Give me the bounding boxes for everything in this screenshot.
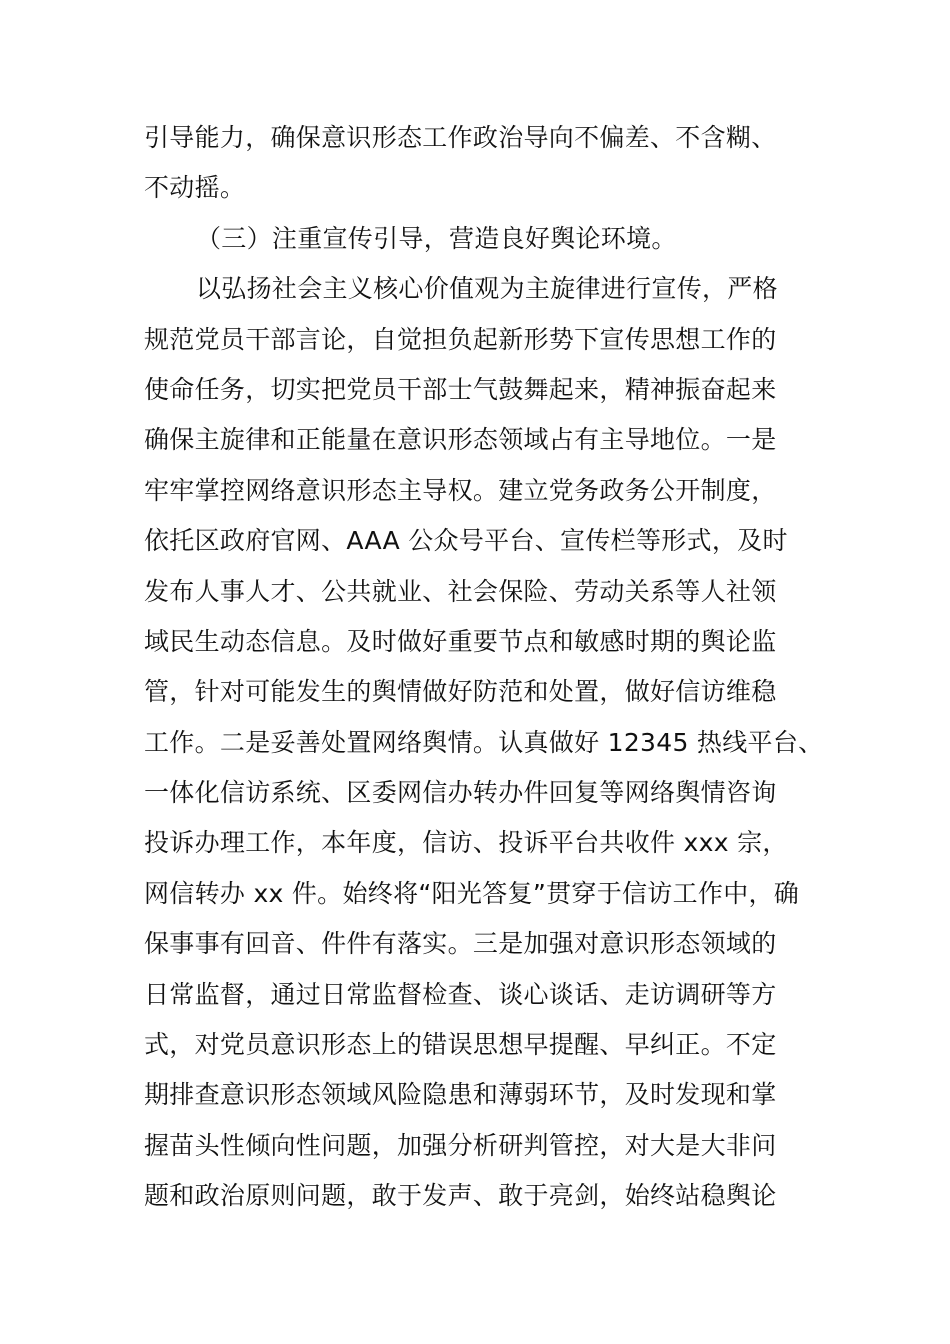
text-line: 域民生动态信息。及时做好重要节点和敏感时期的舆论监: [144, 626, 777, 656]
text-line: 牢牢掌控网络意识形态主导权。建立党务政务公开制度，: [144, 475, 777, 505]
text-line: 确保主旋律和正能量在意识形态领域占有主导地位。一是: [144, 425, 777, 455]
text-line: 依托区政府官网、AAA 公众号平台、宣传栏等形式，及时: [144, 526, 788, 556]
body-text: [144, 113, 824, 1222]
text-line: 式，对党员意识形态上的错误思想早提醒、早纠正。不定: [144, 1030, 777, 1060]
text-line: 发布人事人才、公共就业、社会保险、劳动关系等人社领: [144, 576, 777, 606]
text-line: 保事事有回音、件件有落实。三是加强对意识形态领域的: [144, 929, 777, 959]
text-line: 期排查意识形态领域风险隐患和薄弱环节，及时发现和掌: [144, 1080, 777, 1110]
text-line: 引导能力，确保意识形态工作政治导向不偏差、不含糊、: [144, 123, 777, 152]
text-line: 题和政治原则问题，敢于发声、敢于亮剑，始终站稳舆论: [144, 1181, 777, 1211]
text-line: 工作。二是妥善处置网络舆情。认真做好 12345 热线平台、: [144, 727, 824, 757]
text-line: 投诉办理工作，本年度，信访、投诉平台共收件 xxx 宗，: [144, 828, 788, 858]
text-line: 握苗头性倾向性问题，加强分析研判管控，对大是大非问: [144, 1130, 777, 1160]
text-line: 一体化信访系统、区委网信办转办件回复等网络舆情咨询: [144, 778, 777, 808]
paragraph-first-line: 以弘扬社会主义核心价值观为主旋律进行宣传，严格: [196, 274, 778, 304]
text-line: 日常监督，通过日常监督检查、谈心谈话、走访调研等方: [144, 979, 777, 1009]
text-line: 不动摇。: [144, 173, 246, 203]
text-line: 使命任务，切实把党员干部士气鼓舞起来，精神振奋起来: [144, 374, 777, 404]
text-line: 网信转办 xx 件。始终将“阳光答复”贯穿于信访工作中，确: [144, 878, 800, 908]
text-line: 规范党员干部言论，自觉担负起新形势下宣传思想工作的: [144, 324, 777, 354]
section-heading: （三）注重宣传引导，营造良好舆论环境。: [196, 223, 677, 253]
text-line: 管，针对可能发生的舆情做好防范和处置，做好信访维稳: [144, 677, 777, 707]
